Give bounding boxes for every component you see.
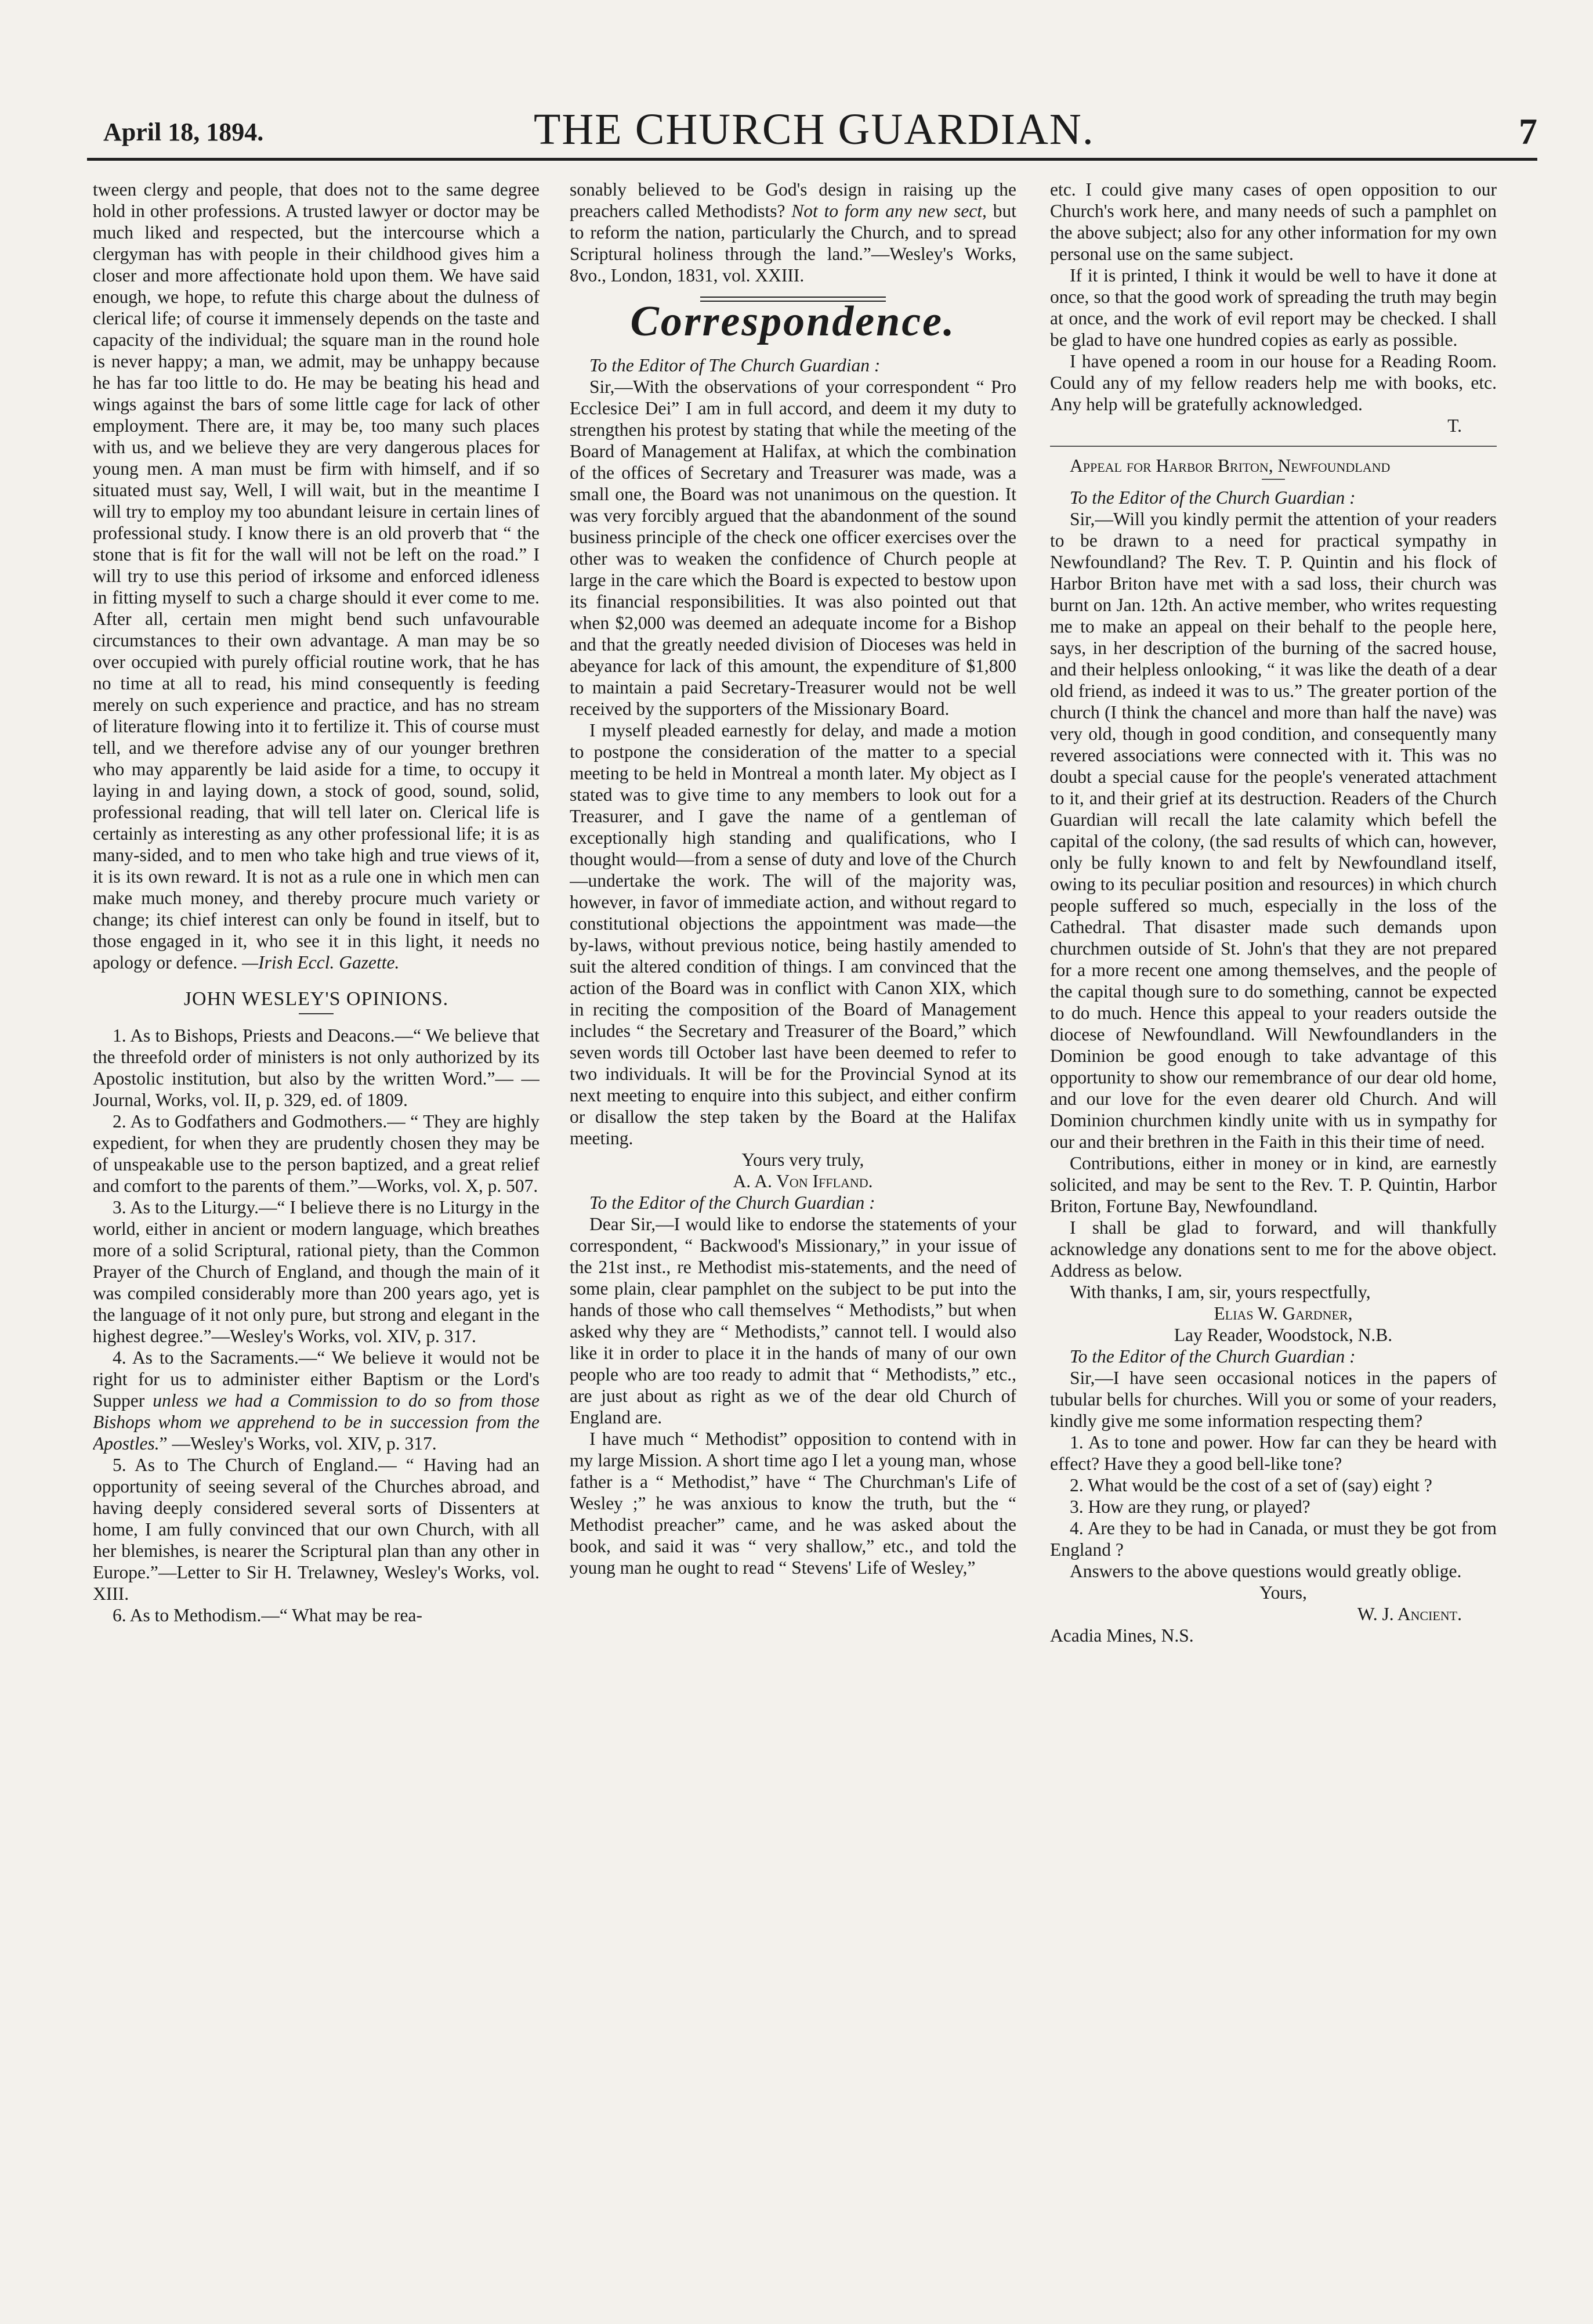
question-item: 3. How are they rung, or played? (1070, 1497, 1310, 1517)
question-item: 4. Are they to be had in Canada, or must they be got from England ? (1050, 1518, 1497, 1560)
header-rule (87, 158, 1537, 161)
opinion-item: 5. As to The Church of England.— “ Having had an opportunity of seeing several of the Churches abroad, and having deeply considered several sorts of Dissenters at home, I am fully convinced that our own Church, with all her blemishes, is nearer the Scriptural plan than any other in Europe.”—Letter to Sir H. Trelawney, Wesley's Works, vol. XIII. (93, 1455, 540, 1604)
article-paragraph: sonably believed to be God's design in raising up the preachers called Methodists? Not to form any new sect, but to reform the nation, particularly the Church, and to spread Scriptural holiness through the land.”—Wesley's Works, 8vo., London, 1831, vol. XXIII. (570, 179, 1016, 285)
letter-paragraph: I myself pleaded earnestly for delay, and made a motion to postpone the consideration of the matter to a special meeting to be held in Montreal a month later. My object as I stated was to give time to any members to look out for a Treasurer, and I gave the name of a gentleman of exceptionally high standing and qualifications, who I thought would—from a sense of duty and love of the Church—undertake the work. The will of the majority was, however, in favor of immediate action, and without regard to constitutional objections the appointment was made—the by-laws, without previous notice, being hastily amended to suit the altered condition of things. I am convinced that the action of the Board was in conflict with Canon XIX, which in reciting the composition of the Board of Management includes “ the Secretary and Treasurer of the Board,” which seven words till October last have been deemed to refer to two individuals. It will be for the Provincial Synod at its next meeting to enquire into this subject, and either confirm or disallow the step taken by the Board at the Halifax meeting. (570, 720, 1016, 1148)
letter-paragraph: If it is printed, I think it would be well to have it done at once, so that the good work of spreading the truth may begin at once, and the work of evil report may be checked. I shall be glad to have one hundred copies as early as possible. (1050, 265, 1497, 350)
letter-paragraph: I have opened a room in our house for a Reading Room. Could any of my fellow readers help me with books, etc. Any help will be gratefully acknowledged. (1050, 351, 1497, 414)
letter-closing: Yours very truly, (741, 1150, 864, 1170)
page-header (87, 81, 1537, 154)
letter-signature: W. J. Ancient. (1357, 1604, 1462, 1624)
column-2 (570, 179, 1016, 2303)
letter-salutation: To the Editor of the Church Guardian : (1070, 1346, 1356, 1367)
letter-salutation: To the Editor of The Church Guardian : (589, 355, 881, 375)
column-3 (1050, 179, 1497, 2303)
opinion-item: 4. As to the Sacraments.—“ We believe it would not be right for us to administer either Baptism or the Lord's Supper unless we had a Commission to do so from those Bishops whom we apprehend to be in succession from the Apostles.” —Wesley's Works, vol. XIV, p. 317. (93, 1347, 540, 1454)
letter-salutation: To the Editor of the Church Guardian : (1070, 487, 1356, 508)
letter-closing: Yours, (1259, 1582, 1307, 1603)
letter-signature: T. (1447, 415, 1462, 436)
letter-signature: A. A. Von Iffland. (733, 1171, 873, 1191)
opinion-item: 3. As to the Liturgy.—“ I believe there is no Liturgy in the world, either in ancient or modern language, which breathes more of a solid Scriptural, rational piety, than the Common Prayer of the Church of England, and though the main of it was compiled considerably more than 200 years ago, yet is the language of it not only pure, but strong and elegant in the highest degree.”—Wesley's Works, vol. XIV, p. 317. (93, 1197, 540, 1346)
correspondence-heading: Correspondence. (630, 298, 956, 345)
letter-paragraph: Dear Sir,—I would like to endorse the statements of your correspondent, “ Backwood's Missionary,” in your issue of the 21st inst., re Methodist mis-statements, and the need of some plain, clear pamphlet on the subject to be put into the hands of those who call themselves “ Methodists,” but when asked why they are “ Methodists,” cannot tell. I would also like it in order to place it in the hands of many of our own people who are too ready to admit that “ Methodists,” etc., are just about as right as we of the dear old Church of England are. (570, 1214, 1016, 1427)
letter-paragraph: Sir,—With the observations of your correspondent “ Pro Ecclesice Dei” I am in full accord, and deem it my duty to strengthen his protest by stating that while the meeting of the Board of Management at Halifax, at which the combination of the offices of Secretary and Treasurer was made, was a small one, the Board was not unanimous on the question. It was very forcibly argued that the abandonment of the sound business principle of the check one officer exercises over the other was to weaken the confidence of Church people at large in the care which the Board is expected to bestow upon its financial responsibilities. It was also pointed out that when $2,000 was deemed an adequate income for a Bishop and that the greatly needed division of Dioceses was held in abeyance for lack of this amount, the expenditure of $1,800 to maintain a paid Secretary-Treasurer would not be well received by the supporters of the Missionary Board. (570, 377, 1016, 719)
letter-paragraph: I have much “ Methodist” opposition to contend with in my large Mission. A short time ago I let a young man, whose father is a “ Methodist,” have “ The Churchman's Life of Wesley ;” he was anxious to know the truth, but the “ Methodist preacher” came, and he was asked about the book, and said it was “ very shallow,” etc., and told the young man he ought to read “ Stevens' Life of Wesley,” (570, 1429, 1016, 1578)
letter-signature: Elias W. Gardner, (1214, 1303, 1353, 1324)
masthead-title: THE CHURCH GUARDIAN. (534, 105, 1095, 154)
opinion-item: 1. As to Bishops, Priests and Deacons.—“ We believe that the threefold order of ministers is not only authorized by its Apostolic institution, but also by the written Word.”— —Journal, Works, vol. II, p. 329, ed. of 1809. (93, 1025, 540, 1110)
question-item: 1. As to tone and power. How far can they be heard with effect? Have they a good bell-like tone? (1050, 1432, 1497, 1474)
letter-paragraph: Sir,—I have seen occasional notices in the papers of tubular bells for churches. Will you or some of your readers, kindly give me some information respecting them? (1050, 1368, 1497, 1431)
letter-salutation: To the Editor of the Church Guardian : (589, 1192, 875, 1213)
divider (299, 1013, 334, 1014)
article-paragraph: tween clergy and people, that does not to the same degree hold in other professions. A trusted lawyer or doctor may be much liked and respected, but the intercourse which a clergyman has with people in their childhood gives him a closer and more affectionate hold upon them. We have said enough, we hope, to refute this charge about the dulness of clerical life; of course it immensely depends on the taste and capacity of the individual; the square man in the round hole is never happy; a man, we admit, may be unhappy because he has far too little to do. He may be beating his head and wings against the bars of some little cage for lack of other employment. There are, it may be, too many such places with us, and we believe they are very dangerous places for young men. A man must be firm with himself, and if so situated must say, Well, I will wait, but in the meantime I will try to employ my too abundant leisure in certain lines of professional study. I know there is an old proverb that “ the stone that is fit for the wall will not be left on the road.” I will try to use this period of irksome and enforced idleness in fitting myself to such a charge should it ever come to me. After all, certain men might bend such unfavourable circumstances to their own advantage. A man may be so over occupied with purely official routine work, that he has no time at all to read, his mind consequently is feeding merely on such experience and practice, and has no stream of literature flowing into it to fertilize it. This of course must tell, and we therefore advise any of our younger brethren who may apparently be laid aside for a time, to occupy it laying in and laying down, a stock of good, sound, solid, professional reading, that will tell later on. Clerical life is certainly as interesting as any other professional life; it is as many-sided, and to men who take high and true views of it, it is its own reward. It is not as a rule one in which men can make much money, and thereby procure much variety or change; its chief interest can only be found in itself, but to those engaged in it, who see it in this light, it needs no apology or defence. —Irish Eccl. Gazette. (93, 179, 540, 973)
opinion-item: 6. As to Methodism.—“ What may be rea- (113, 1605, 422, 1625)
letter-paragraph: Contributions, either in money or in kind, are earnestly solicited, and may be sent to the Rev. T. P. Quintin, Harbor Briton, Fortune Bay, Newfoundland. (1050, 1153, 1497, 1216)
divider (1050, 446, 1497, 447)
opinion-item: 2. As to Godfathers and Godmothers.— “ They are highly expedient, for when they are prudently chosen they may be of unspeakable use to the person baptized, and a great relief and comfort to the parents of them.”—Works, vol. X, p. 507. (93, 1111, 540, 1196)
issue-date: April 18, 1894. (103, 118, 264, 146)
column-1 (93, 179, 540, 2303)
letter-paragraph: With thanks, I am, sir, yours respectfully, (1070, 1282, 1371, 1302)
section-heading: JOHN WESLEY'S OPINIONS. (183, 988, 449, 1010)
letter-paragraph: etc. I could give many cases of open opposition to our Church's work here, and many needs of such a pamphlet on the above subject; also for any other information for my own personal use on the same subject. (1050, 179, 1497, 264)
page-number: 7 (1519, 111, 1537, 152)
article-source: —Irish Eccl. Gazette. (242, 952, 400, 973)
letter-place: Acadia Mines, N.S. (1050, 1625, 1194, 1646)
letter-paragraph: Sir,—Will you kindly permit the attention of your readers to be drawn to a need for practical sympathy in Newfoundland? The Rev. T. P. Quintin and his flock of Harbor Briton have met with a sad loss, their church was burnt on Jan. 12th. An active member, who writes requesting me to make an appeal on their behalf to the people here, says, in her description of the burning of the sacred house, and their helpless onlooking, “ it was like the death of a dear old friend, as indeed it was to us.” The greater portion of the church (I think the chancel and more than half the nave) was very old, though in good condition, and consequently many revered associations were connected with it. This was no doubt a special cause for the people's venerated attachment to it, and their grief at its destruction. Readers of the Church Guardian will recall the late calamity which befell the capital of the colony, (the sad results of which can, however, only be fully known to and felt by Newfoundland itself, owing to its peculiar position and resources) in which church people suffered so much, especially in the loss of the Cathedral. That disaster made such demands upon churchmen outside of St. John's that they are not prepared for a more recent one among themselves, and the people of the capital though sure to do something, cannot be expected to do much. Hence this appeal to your readers outside the diocese of Newfoundland. Will Newfoundlanders in the Dominion be good enough to take advantage of this opportunity to show our remembrance of our dear old home, and our love for the even dearer old Church. And will Dominion churchmen kindly unite with us in sympathy for our and their brethren in the Faith in this their time of need. (1050, 509, 1497, 1152)
appeal-heading: Appeal for Harbor Briton, Newfoundland (1070, 456, 1391, 476)
divider (1262, 479, 1285, 480)
question-item: 2. What would be the cost of a set of (say) eight ? (1070, 1475, 1432, 1495)
letter-paragraph: I shall be glad to forward, and will thankfully acknowledge any donations sent to me for the above object. Address as below. (1050, 1217, 1497, 1281)
letter-paragraph: Answers to the above questions would greatly oblige. (1070, 1561, 1462, 1581)
letter-place: Lay Reader, Woodstock, N.B. (1174, 1325, 1393, 1345)
